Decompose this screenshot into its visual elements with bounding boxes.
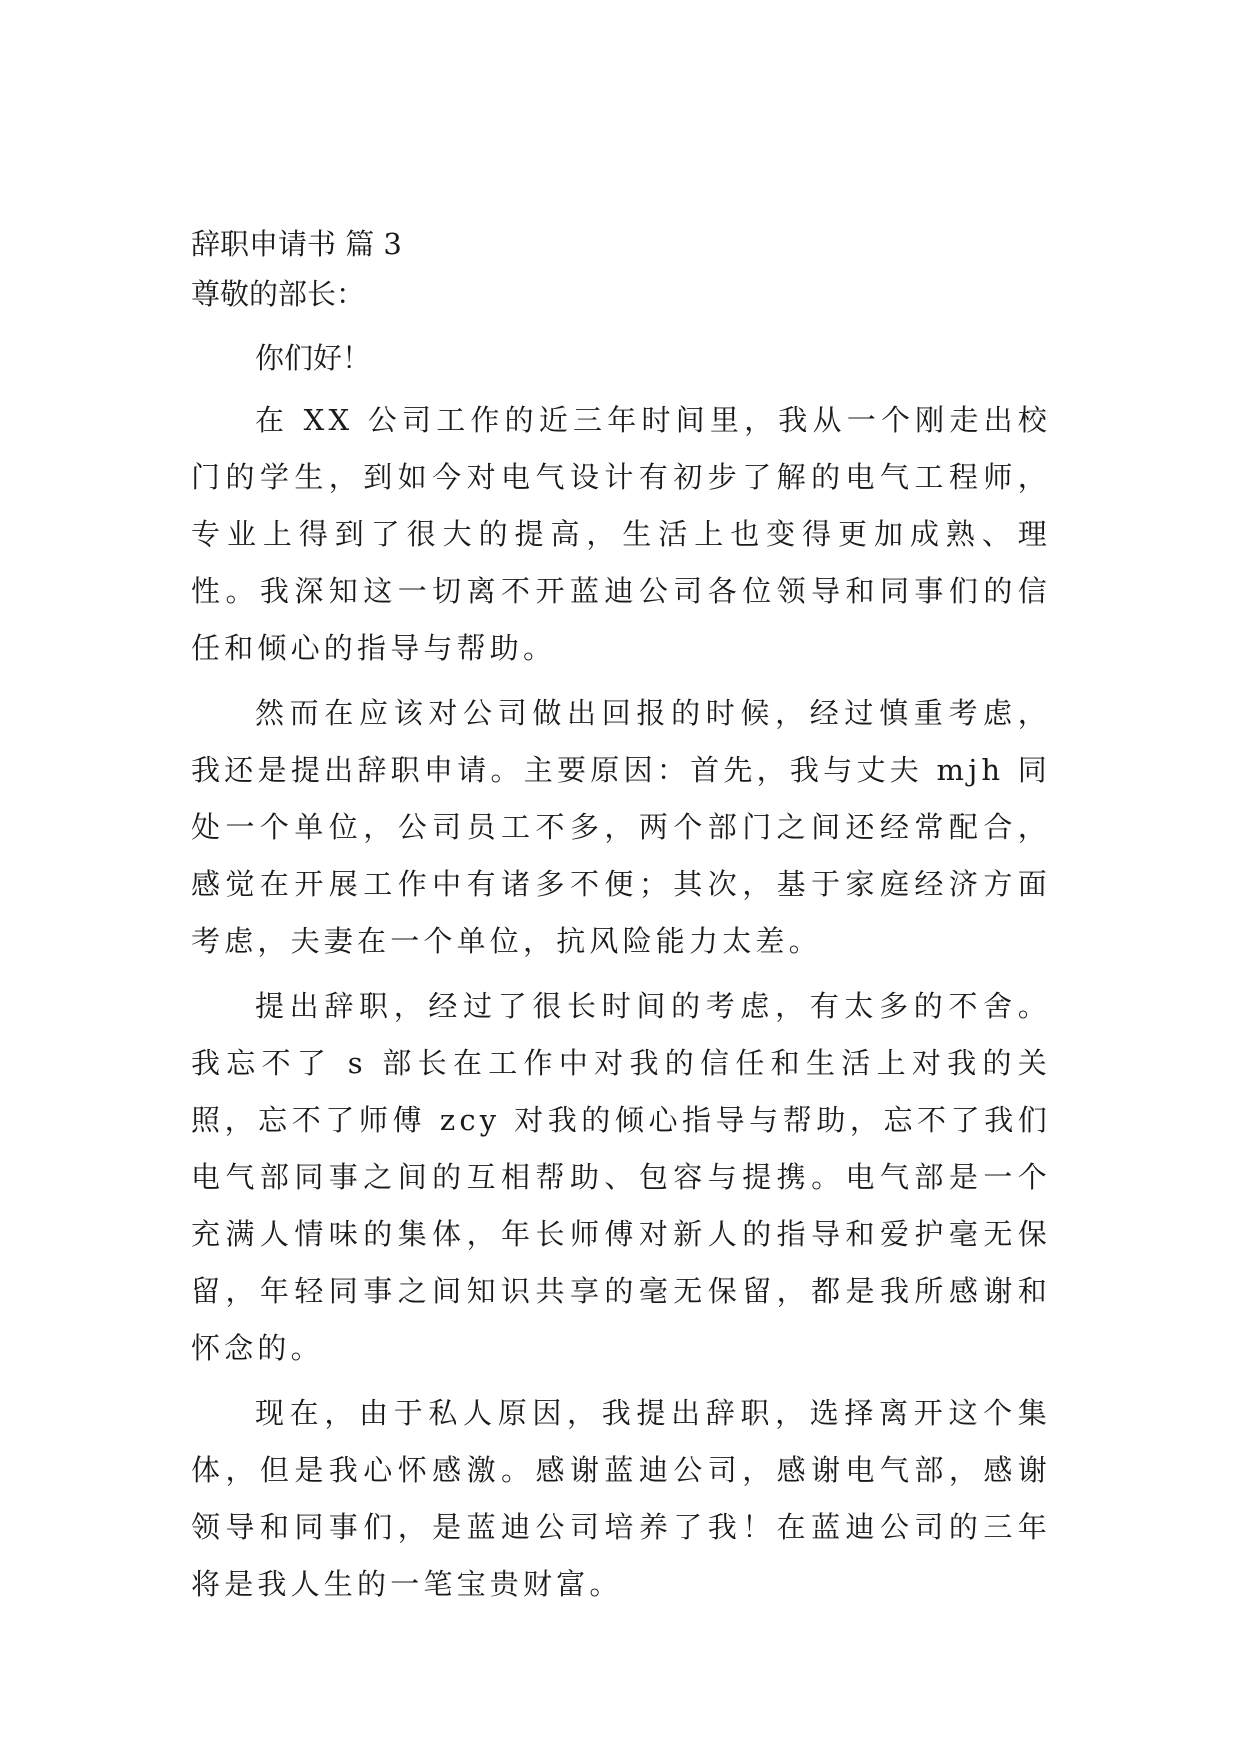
- letter-body: [191, 222, 1051, 1613]
- letter-title: 辞职申请书 篇 3: [191, 227, 402, 261]
- paragraph: 现在，由于私人原因，我提出辞职，选择离开这个集体，但是我心怀感激。感谢蓝迪公司，感谢电气部，感谢领导和同事们，是蓝迪公司培养了我！在蓝迪公司的三年将是我人生的一笔宝贵财富。: [191, 1396, 1051, 1601]
- salutation: 尊敬的部长：: [191, 277, 366, 311]
- paragraph: 然而在应该对公司做出回报的时候，经过慎重考虑，我还是提出辞职申请。主要原因：首先，我与丈夫 mjh 同处一个单位，公司员工不多，两个部门之间还经常配合，感觉在开展工作中有诸多不便；其次，基于家庭经济方面考虑，夫妻在一个单位，抗风险能力太差。: [191, 696, 1051, 958]
- greeting: 你们好！: [255, 341, 372, 375]
- paragraph: 提出辞职，经过了很长时间的考虑，有太多的不舍。我忘不了 s 部长在工作中对我的信任和生活上对我的关照，忘不了师傅 zcy 对我的倾心指导与帮助，忘不了我们电气部同事之间的互相帮助、包容与提携。电气部是一个充满人情味的集体，年长师傅对新人的指导和爱护毫无保留，年轻同事之间知识共享的毫无保留，都是我所感谢和怀念的。: [191, 989, 1051, 1365]
- paragraph: 在 XX 公司工作的近三年时间里，我从一个刚走出校门的学生，到如今对电气设计有初步了解的电气工程师，专业上得到了很大的提高，生活上也变得更加成熟、理性。我深知这一切离不开蓝迪公司各位领导和同事们的信任和倾心的指导与帮助。: [191, 403, 1051, 665]
